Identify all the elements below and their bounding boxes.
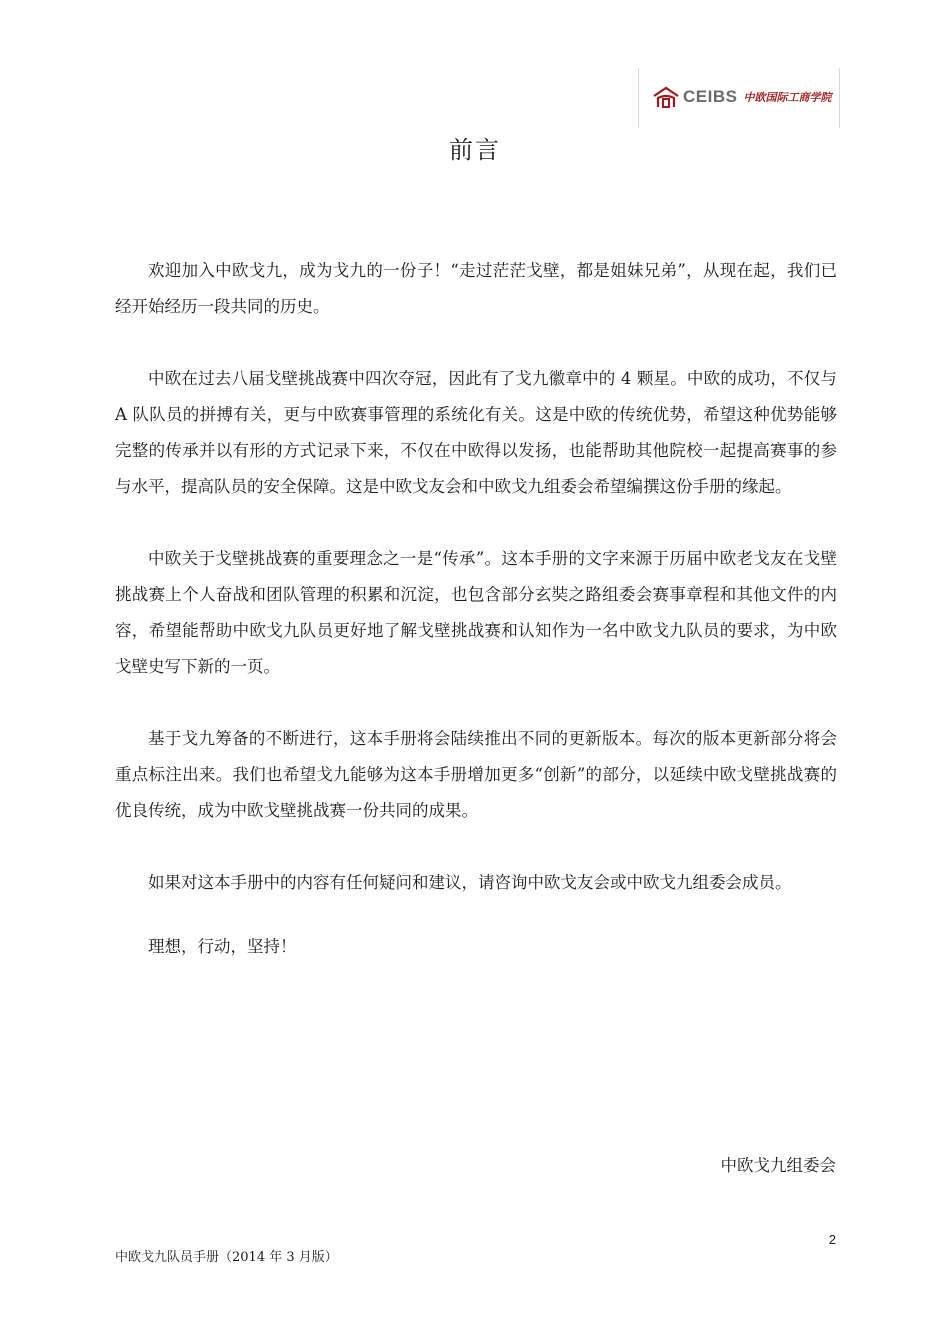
ceibs-gate-icon [653,86,679,108]
page-number: 2 [828,1232,836,1247]
motto: 理想，行动，坚持！ [148,937,297,956]
paragraph: 基于戈九筹备的不断进行，这本手册将会陆续推出不同的更新版本。每次的版本更新部分将会重点标注出来。我们也希望戈九能够为这本手册增加更多“创新”的部分，以延续中欧戈壁挑战赛的优良传统，成为中欧戈壁挑战赛一份共同的成果。 [115,729,837,820]
page-title: 前言 [449,136,501,164]
preface-body [115,253,837,1001]
paragraph: 中欧在过去八届戈壁挑战赛中四次夺冠，因此有了戈九徽章中的 4 颗星。中欧的成功，不仅与 A 队队员的拼搏有关，更与中欧赛事管理的系统化有关。这是中欧的传统优势，希望这种优势能够完整的传承并以有形的方式记录下来，不仅在中欧得以发扬，也能帮助其他院校一起提高赛事的参与水平，提高队员的安全保障。这是中欧戈友会和中欧戈九组委会希望编撰这份手册的缘起。 [115,369,837,496]
header-logo-area [638,68,840,128]
signature: 中欧戈九组委会 [720,1156,836,1175]
footer-text: 中欧戈九队员手册（2014 年 3 月版） [115,1250,338,1265]
ceibs-logo [653,86,831,108]
paragraph: 如果对这本手册中的内容有任何疑问和建议，请咨询中欧戈友会或中欧戈九组委会成员。 [148,873,792,892]
paragraph: 欢迎加入中欧戈九，成为戈九的一份子！“走过茫茫戈壁，都是姐妹兄弟”，从现在起，我们已经开始经历一段共同的历史。 [115,261,837,316]
logo-text-cn: 中欧国际工商学院 [743,91,832,104]
logo-text-en: CEIBS [683,87,738,106]
paragraph: 中欧关于戈壁挑战赛的重要理念之一是“传承”。这本手册的文字来源于历届中欧老戈友在戈壁挑战赛上个人奋战和团队管理的积累和沉淀，也包含部分玄奘之路组委会赛事章程和其他文件的内容，希望能帮助中欧戈九队员更好地了解戈壁挑战赛和认知作为一名中欧戈九队员的要求，为中欧戈壁史写下新的一页。 [115,549,837,676]
